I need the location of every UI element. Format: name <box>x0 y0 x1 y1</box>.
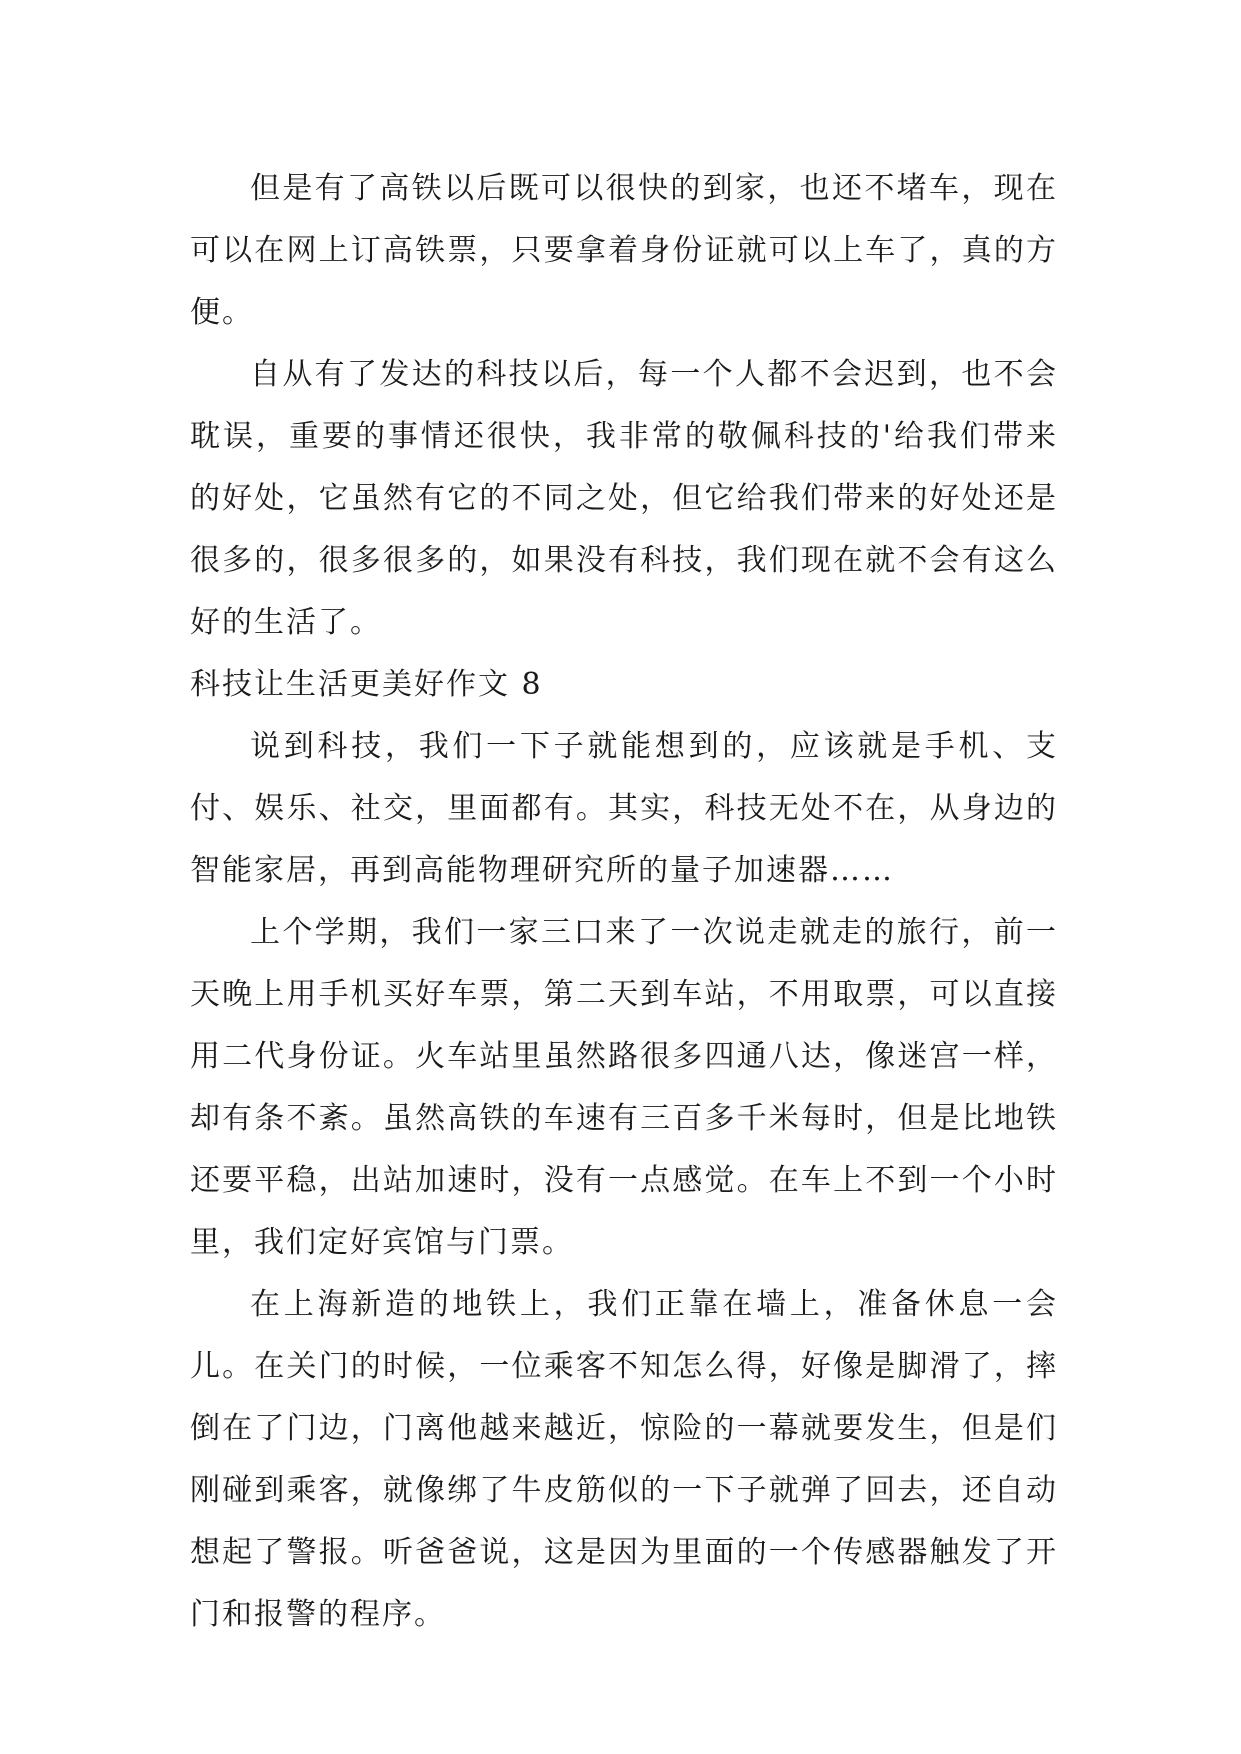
paragraph-family-trip: 上个学期，我们一家三口来了一次说走就走的旅行，前一天晚上用手机买好车票，第二天到车站，不用取票，可以直接用二代身份证。火车站里虽然路很多四通八达，像迷宫一样，却有条不紊。虽然高铁的车速有三百多千米每时，但是比地铁还要平稳，出站加速时，没有一点感觉。在车上不到一个小时里，我们定好宾馆与门票。 <box>190 915 1058 1260</box>
essay-heading: 科技让生活更美好作文 8 <box>190 667 543 702</box>
paragraph-subway-door: 在上海新造的地铁上，我们正靠在墙上，准备休息一会儿。在关门的时候，一位乘客不知怎么得，好像是脚滑了，摔倒在了门边，门离他越来越近，惊险的一幕就要发生，但是们刚碰到乘客，就像绑了牛皮筋似的一下子就弹了回去，还自动想起了警报。听爸爸说，这是因为里面的一个传感器触发了开门和报警的程序。 <box>190 1287 1058 1632</box>
paragraph-technology-everywhere: 说到科技，我们一下子就能想到的，应该就是手机、支付、娱乐、社交，里面都有。其实，科技无处不在，从身边的智能家居，再到高能物理研究所的量子加速器…… <box>190 729 1058 888</box>
document-body <box>190 158 1058 1646</box>
paragraph-high-speed-rail: 但是有了高铁以后既可以很快的到家，也还不堵车，现在可以在网上订高铁票，只要拿着身份证就可以上车了，真的方便。 <box>190 171 1058 330</box>
paragraph-technology-benefits: 自从有了发达的科技以后，每一个人都不会迟到，也不会耽误，重要的事情还很快，我非常的敬佩科技的'给我们带来的好处，它虽然有它的不同之处，但它给我们带来的好处还是很多的，很多很多的，如果没有科技，我们现在就不会有这么好的生活了。 <box>190 357 1058 640</box>
